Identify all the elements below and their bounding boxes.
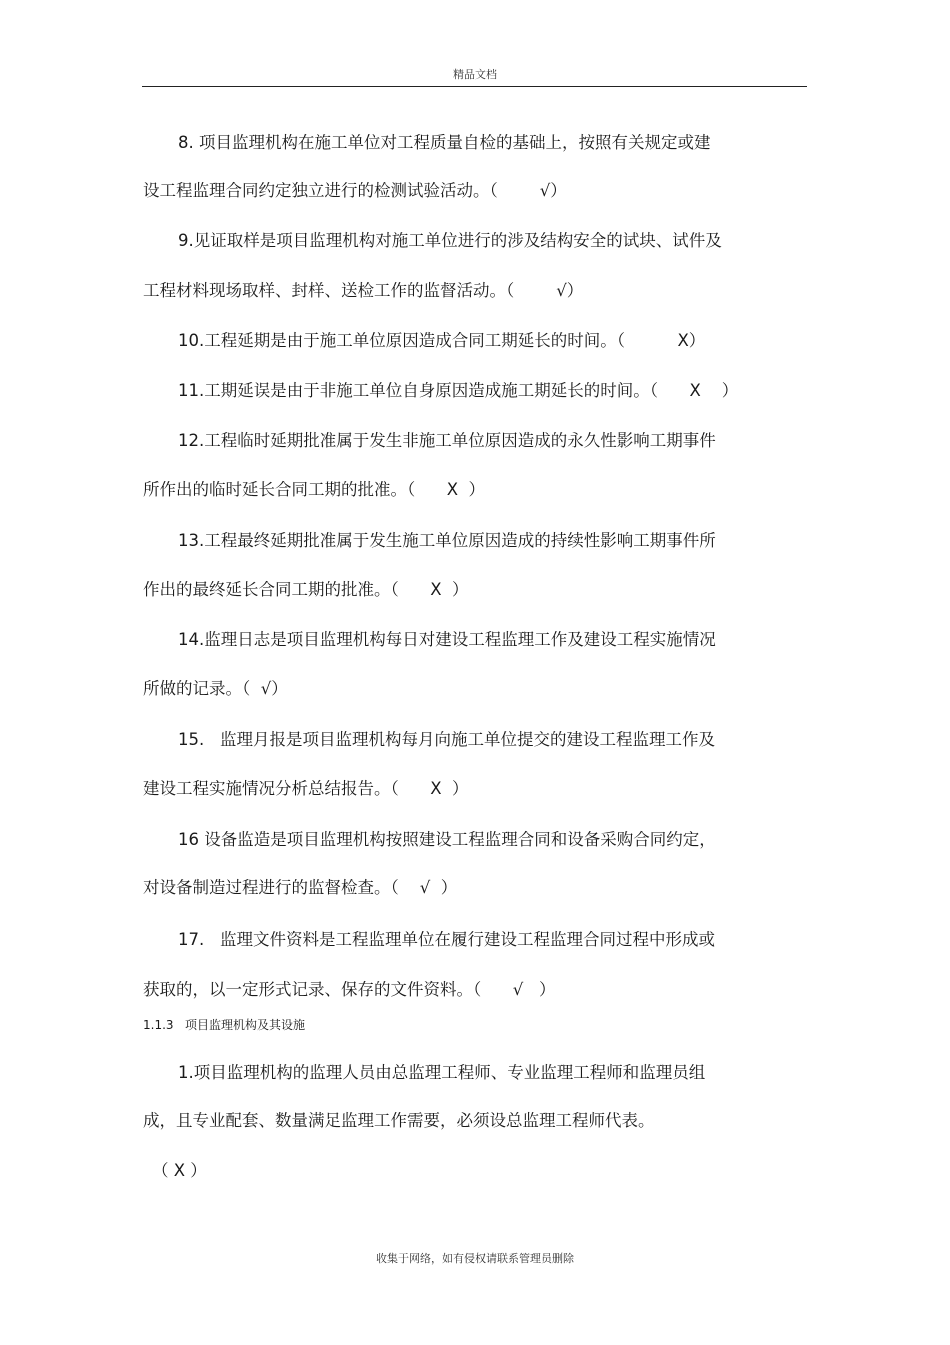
item-13-line-1: 13.工程最终延期批准属于发生施工单位原因造成的持续性影响工期事件所 [178, 531, 716, 550]
item-9-line-2: 工程材料现场取样、封样、送检工作的监督活动。（ √） [143, 281, 584, 300]
section-item-1-line-1: 1.项目监理机构的监理人员由总监理工程师、专业监理工程师和监理员组 [178, 1063, 706, 1082]
item-14-line-1: 14.监理日志是项目监理机构每日对建设工程监理工作及建设工程实施情况 [178, 630, 716, 649]
section-number: 1.1.3 [143, 1018, 174, 1032]
item-10-line-1: 10.工程延期是由于施工单位原因造成合同工期延长的时间。（ X） [178, 331, 706, 350]
item-14-line-2: 所做的记录。（ √） [143, 679, 288, 698]
item-17-line-2: 获取的，以一定形式记录、保存的文件资料。（ √ ） [143, 980, 556, 999]
item-17-line-1: 17. 监理文件资料是工程监理单位在履行建设工程监理合同过程中形成或 [178, 930, 715, 949]
page-header: 精品文档 [453, 68, 497, 81]
section-item-1-line-2: 成，且专业配套、数量满足监理工作需要，必须设总监理工程师代表。 [143, 1111, 655, 1130]
item-15-line-2: 建设工程实施情况分析总结报告。（ X ） [143, 779, 469, 798]
item-12-line-1: 12.工程临时延期批准属于发生非施工单位原因造成的永久性影响工期事件 [178, 431, 716, 450]
header-divider [142, 86, 807, 87]
section-heading [143, 1017, 305, 1033]
item-11-line-1: 11.工期延误是由于非施工单位自身原因造成施工期延长的时间。（ X ） [178, 381, 739, 400]
item-8-line-2: 设工程监理合同约定独立进行的检测试验活动。（ √） [143, 181, 567, 200]
section-item-1-line-3: （ X ） [152, 1161, 207, 1180]
item-12-line-2: 所作出的临时延长合同工期的批准。（ X ） [143, 480, 486, 499]
page-footer: 收集于网络，如有侵权请联系管理员删除 [376, 1252, 574, 1265]
item-8-line-1: 8. 项目监理机构在施工单位对工程质量自检的基础上，按照有关规定或建 [178, 133, 711, 152]
item-16-line-2: 对设备制造过程进行的监督检查。（ √ ） [143, 878, 458, 897]
item-16-line-1: 16 设备监造是项目监理机构按照建设工程监理合同和设备采购合同约定， [178, 830, 716, 849]
item-15-line-1: 15. 监理月报是项目监理机构每月向施工单位提交的建设工程监理工作及 [178, 730, 715, 749]
section-title: 项目监理机构及其设施 [185, 1018, 306, 1032]
item-13-line-2: 作出的最终延长合同工期的批准。（ X ） [143, 580, 469, 599]
item-9-line-1: 9.见证取样是项目监理机构对施工单位进行的涉及结构安全的试块、试件及 [178, 231, 722, 250]
